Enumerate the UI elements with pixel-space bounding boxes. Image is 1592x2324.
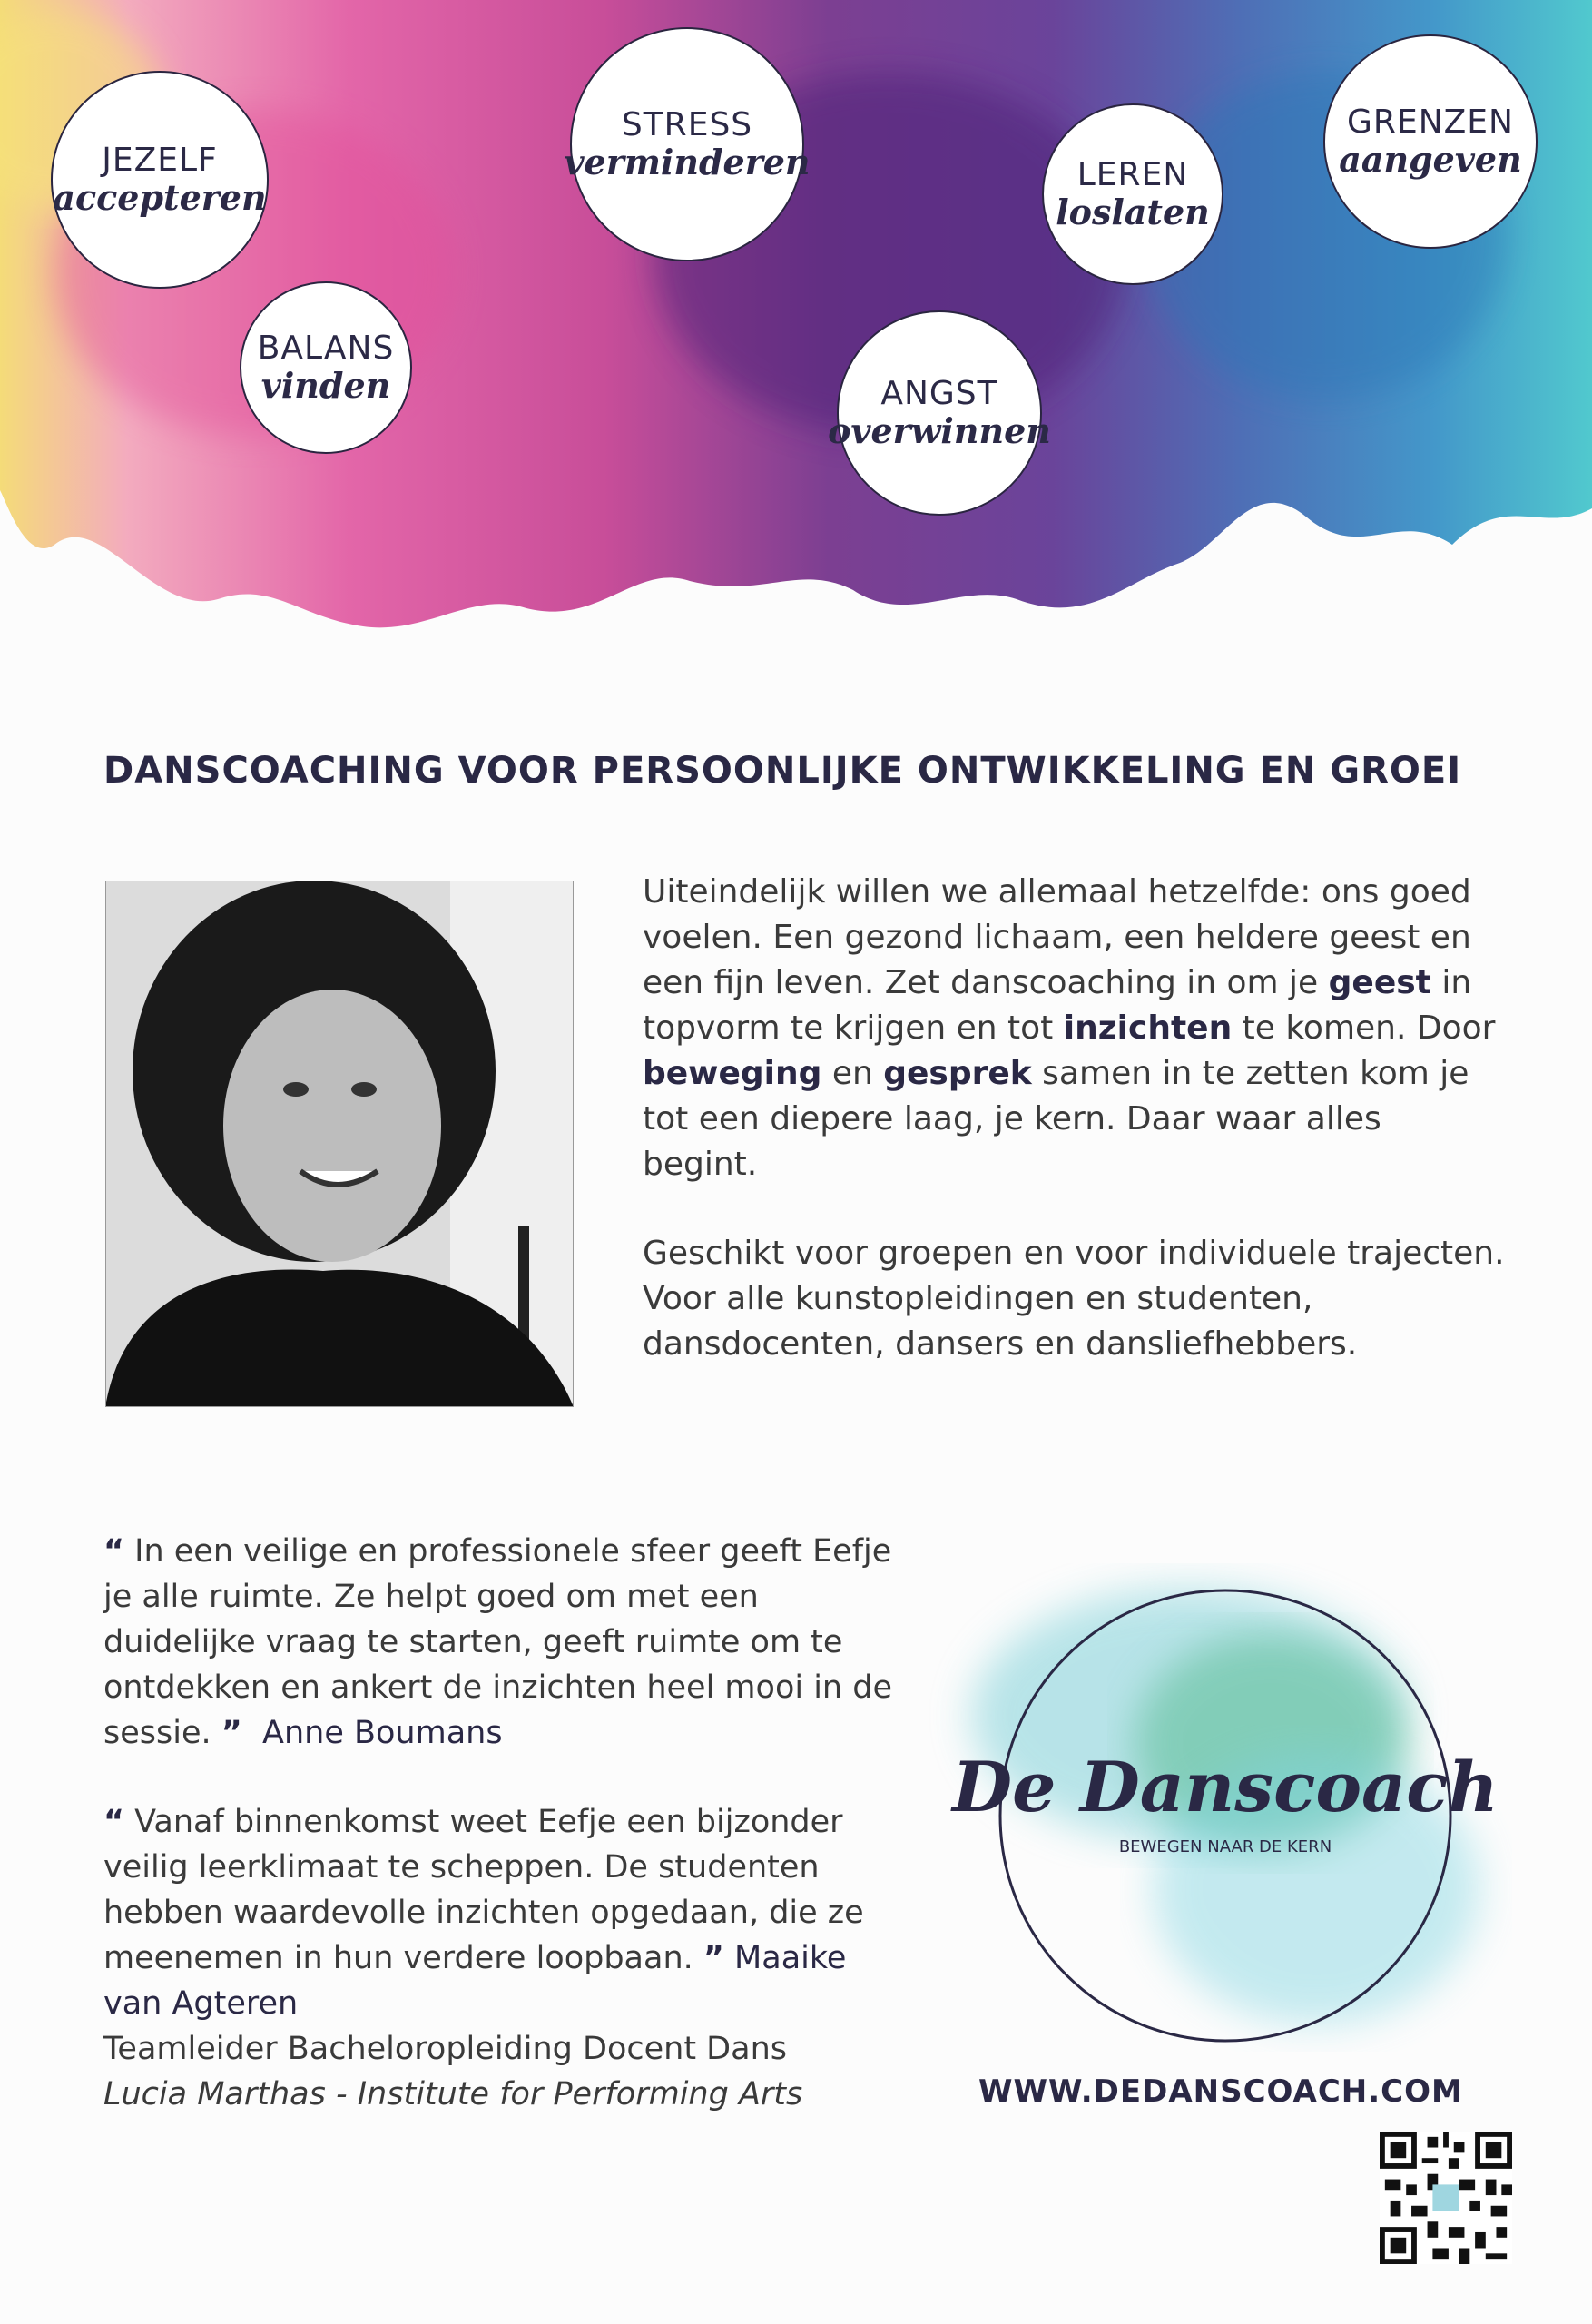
badge-top-label: GRENZEN [1347,103,1514,142]
quote-author: Anne Boumans [262,1715,503,1751]
quote-author-org: Lucia Marthas - Institute for Performing Arts [103,2076,803,2112]
intro-text-run: Uiteindelijk willen we allemaal hetzelfde: ons goed voelen. Een gezond lichaam, een heldere geest en een fijn leven. Zet danscoaching in om je [643,873,1471,1001]
badge-leren [1042,103,1223,285]
testimonial-2 [103,1799,902,2117]
page-title: DANSCOACHING VOOR PERSOONLIJKE ONTWIKKELING EN GROEI [103,750,1462,792]
intro-bold-geest: geest [1328,964,1431,1001]
testimonial-1 [103,1529,902,1756]
badge-bottom-label: aangeven [1339,138,1522,180]
quote-open-mark: “ [103,1533,125,1570]
intro-text-run: samen in te zetten kom je tot een diepere laag, je kern. Daar waar alles begint. [643,1055,1469,1183]
badge-top-label: ANGST [880,375,998,413]
quote-open-mark: “ [103,1804,125,1840]
badge-bottom-label: verminderen [564,141,811,182]
badge-angst [828,310,1051,516]
intro-text-run: te komen. Door [1232,1009,1496,1047]
intro-text-run: in topvorm te krijgen en tot [643,964,1472,1047]
badge-bottom-label: overwinnen [828,409,1051,451]
badge-bottom-label: vinden [260,364,391,406]
badge-grenzen [1323,34,1538,249]
badge-balans [240,281,412,454]
logo-tagline: BEWEGEN NAAR DE KERN [1118,1837,1332,1856]
portrait-photo [105,881,574,1407]
intro-bold-gesprek: gesprek [883,1055,1032,1092]
intro-text [643,870,1505,1411]
badge-top-label: BALANS [257,330,395,368]
badge-top-label: STRESS [621,106,753,144]
logo-wordmark: De Danscoach [952,1747,1499,1827]
badge-bottom-label: accepteren [53,176,267,218]
badge-top-label: LEREN [1076,156,1189,194]
intro-bold-beweging: beweging [643,1055,822,1092]
intro-bold-inzichten: inzichten [1063,1009,1233,1047]
website-url[interactable]: WWW.DEDANSCOACH.COM [978,2073,1463,2110]
badge-bottom-label: loslaten [1056,191,1210,232]
quote-text: Vanaf binnenkomst weet Eefje een bijzonder veilig leerklimaat te scheppen. De studenten hebben waardevolle inzichten opgedaan, die ze meenemen in hun verdere loopbaan. [103,1804,864,1976]
quote-close-mark: ” [703,1940,724,1976]
badge-jezelf [51,71,269,289]
quote-text: In een veilige en professionele sfeer geeft Eefje je alle ruimte. Ze helpt goed om met een duidelijke vraag te starten, geeft ruimte om te ontdekken en ankert de inzichten heel mooi in de sessie. [103,1533,892,1751]
badge-stress [564,27,811,261]
quote-close-mark: ” [221,1715,242,1751]
intro-paragraph-2: Geschikt voor groepen en voor individuele trajecten. Voor alle kunstopleidingen en studenten, dansdocenten, dansers en dansliefhebbers. [643,1235,1505,1363]
quote-author-role: Teamleider Bacheloropleiding Docent Dans [103,2031,787,2067]
qr-code-icon[interactable] [1380,2132,1512,2264]
quote-author: Maaike van Agteren [103,1940,847,2022]
logo-de-danscoach [889,1507,1525,2070]
intro-text-run: en [821,1055,884,1092]
intro-paragraph-1 [643,870,1505,1187]
badge-top-label: JEZELF [102,142,218,180]
